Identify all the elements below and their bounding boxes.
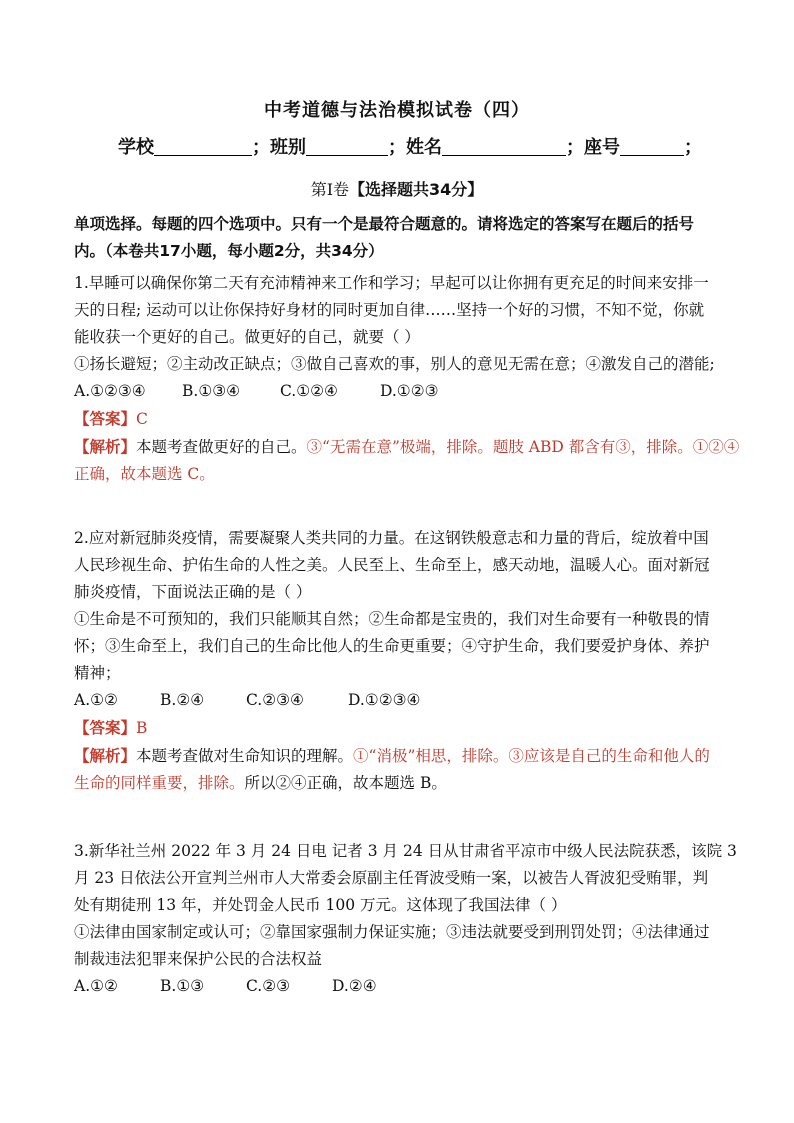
options-row — [74, 687, 722, 714]
question-text: 能收获一个更好的自己。做更好的自己，就要（ ） — [74, 328, 420, 346]
question-3 — [74, 838, 737, 1000]
name-blank[interactable] — [442, 137, 566, 156]
analysis-line — [74, 433, 740, 461]
option-b[interactable]: B.②④ — [160, 691, 205, 709]
option-c[interactable]: C.①②④ — [280, 382, 338, 400]
analysis-segment: 所以②④正确，故本题选 B。 — [244, 774, 447, 792]
options-row — [74, 973, 722, 1000]
statement-text: 怀；③生命至上，我们自己的生命比他人的生命更重要；④守护生命，我们要爱护身体、养护 — [74, 637, 710, 655]
seat-label: ；座号 — [566, 137, 620, 158]
analysis-segment: 本题考查做更好的自己。 — [136, 438, 307, 456]
instructions — [74, 211, 722, 265]
analysis-line — [74, 461, 722, 488]
question-1 — [74, 270, 740, 488]
question-text: 3.新华社兰州 2022 年 3 月 24 日电 记者 3 月 24 日从甘肃省平凉市中级人民法院获悉，该院 3 — [74, 842, 737, 860]
analysis-label: 【解析】 — [74, 746, 137, 765]
page-title: 中考道德与法治模拟试卷（四） — [264, 100, 530, 121]
option-a[interactable]: A.①② — [74, 691, 118, 709]
answer-line — [74, 714, 722, 742]
analysis-segment: ①②④ — [692, 438, 740, 456]
school-blank[interactable] — [154, 137, 252, 156]
instruction-line: 内。（本卷共17小题，每小题2分，共34分） — [74, 242, 384, 260]
options-row — [74, 378, 722, 405]
option-d[interactable]: D.②④ — [332, 977, 377, 995]
answer-value: B — [136, 719, 148, 737]
answer-label: 【答案】 — [74, 409, 137, 428]
question-2 — [74, 525, 722, 797]
name-label: ；姓名 — [388, 137, 442, 158]
question-text: 2.应对新冠肺炎疫情，需要凝聚人类共同的力量。在这钢铁般意志和力量的背后，绽放着中国 — [74, 529, 709, 547]
analysis-segment: 生命的同样重要，排除。 — [74, 774, 245, 792]
school-label: 学校 — [118, 137, 154, 158]
option-a[interactable]: A.①②③④ — [74, 382, 146, 400]
statement-text: 制裁违法犯罪来保护公民的合法权益 — [74, 950, 323, 968]
option-c[interactable]: C.②③④ — [246, 691, 304, 709]
analysis-segment: ③“无需在意”极端，排除。题肢 ABD 都含有③，排除。 — [306, 438, 693, 456]
class-blank[interactable] — [306, 137, 388, 156]
statement-text: 精神； — [74, 664, 121, 682]
analysis-segment: ③应该是自己的生命和他人的 — [508, 747, 710, 765]
seat-blank[interactable] — [620, 137, 684, 156]
section-prefix: 第Ⅰ卷 — [310, 180, 350, 199]
statement-text: ①生命是不可预知的，我们只能顺其自然；②生命都是宝贵的，我们对生命要有一种敬畏的情 — [74, 610, 710, 628]
student-info-line — [118, 133, 718, 159]
section-heading — [0, 177, 794, 200]
analysis-segment: 正确，故本题选 C。 — [74, 465, 215, 483]
statement-text: ①扬长避短；②主动改正缺点；③做自己喜欢的事，别人的意见无需在意；④激发自己的潜能; — [74, 355, 715, 373]
analysis-line — [74, 742, 722, 770]
instruction-line: 单项选择。每题的四个选项中。只有一个是最符合题意的。请将选定的答案写在题后的括号 — [74, 215, 695, 233]
option-a[interactable]: A.①② — [74, 977, 118, 995]
option-d[interactable]: D.①②③ — [380, 382, 439, 400]
question-text: 天的日程; 运动可以让你保持好身材的同时更加自律……坚持一个好的习惯，不知不觉，你就 — [74, 301, 705, 319]
question-text: 人民珍视生命、护佑生命的人性之美。人民至上、生命至上，感天动地，温暖人心。面对新冠 — [74, 556, 710, 574]
option-b[interactable]: B.①③④ — [182, 382, 241, 400]
statement-text: ①法律由国家制定或认可；②靠国家强制力保证实施；③违法就要受到刑罚处罚；④法律通过 — [74, 923, 710, 941]
option-d[interactable]: D.①②③④ — [348, 691, 421, 709]
analysis-segment: 本题考查做对生命知识的理解。 — [136, 747, 354, 765]
option-c[interactable]: C.②③ — [246, 977, 291, 995]
question-text: 处有期徒刑 13 年，并处罚金人民币 100 万元。这体现了我国法律（ ） — [74, 896, 567, 914]
analysis-segment: ①“消极”相思，排除。 — [353, 747, 509, 765]
answer-line — [74, 405, 722, 433]
answer-value: C — [136, 410, 148, 428]
question-text: 肺炎疫情，下面说法正确的是（ ） — [74, 583, 312, 601]
analysis-line — [74, 770, 722, 797]
class-label: ；班别 — [252, 137, 306, 158]
question-text: 月 23 日依法公开宣判兰州市人大常委会原副主任胥波受贿一案，以被告人胥波犯受贿罪，判 — [74, 869, 709, 887]
answer-label: 【答案】 — [74, 718, 137, 737]
analysis-label: 【解析】 — [74, 437, 137, 456]
info-end: ； — [684, 137, 702, 158]
section-bracket: 【选择题共34分】 — [349, 180, 484, 199]
option-b[interactable]: B.①③ — [160, 977, 205, 995]
question-text: 1.早睡可以确保你第二天有充沛精神来工作和学习；早起可以让你拥有更充足的时间来安排一 — [74, 274, 709, 292]
